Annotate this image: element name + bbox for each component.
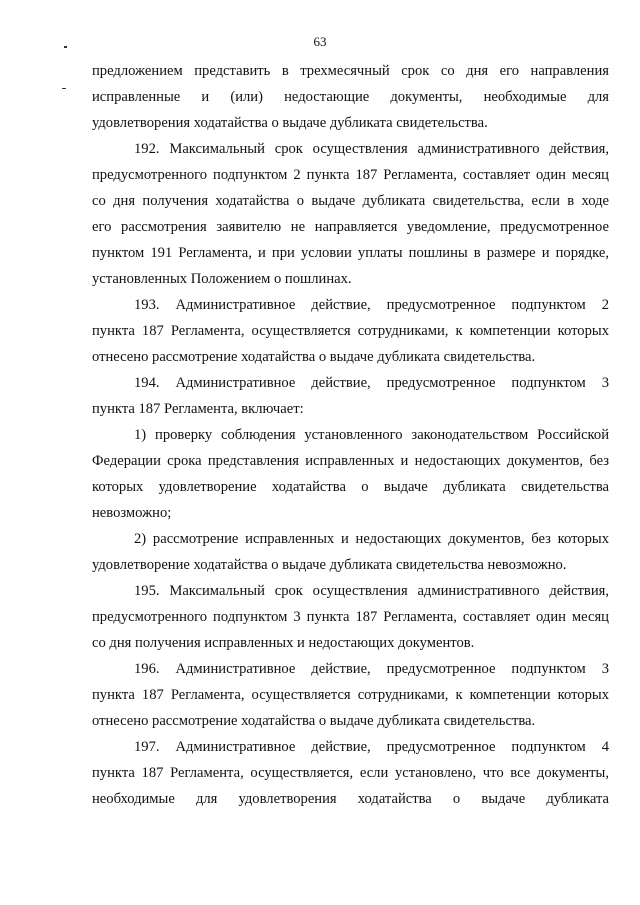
text-line: пункта 187 Регламента, осуществляется сотрудниками, к компетенции которых — [92, 323, 609, 339]
text-line: удовлетворения ходатайства о выдаче дубликата свидетельства. — [92, 115, 488, 131]
text-line: 1) проверку соблюдения установленного законодательством Российской — [134, 427, 609, 443]
text-line: исправленные и (или) недостающие документы, необходимые для — [92, 89, 609, 105]
text-line: необходимые для удовлетворения ходатайства о выдаче дубликата — [92, 791, 609, 807]
text-line: 194. Административное действие, предусмотренное подпунктом 3 — [134, 375, 609, 391]
text-line: 196. Административное действие, предусмотренное подпунктом 3 — [134, 661, 609, 677]
text-line: невозможно; — [92, 505, 172, 521]
document-body — [92, 58, 609, 812]
page-number: 63 — [313, 34, 327, 49]
text-line: предложением представить в трехмесячный срок со дня его направления — [92, 63, 609, 79]
scan-mark — [62, 88, 66, 89]
scan-mark — [64, 46, 67, 48]
text-line: установленных Положением о пошлинах. — [92, 271, 352, 287]
text-line: удовлетворение ходатайства о выдаче дубликата свидетельства невозможно. — [92, 557, 567, 573]
text-line: которых удовлетворение ходатайства о выдаче дубликата свидетельства — [92, 479, 609, 495]
text-line: отнесено рассмотрение ходатайства о выдаче дубликата свидетельства. — [92, 713, 536, 729]
text-line: пункта 187 Регламента, осуществляется сотрудниками, к компетенции которых — [92, 687, 609, 703]
text-line: пункта 187 Регламента, осуществляется, если установлено, что все документы, — [92, 765, 609, 781]
text-line: Федерации срока представления исправленных и недостающих документов, без — [92, 453, 609, 469]
text-line: пунктом 191 Регламента, и при условии уплаты пошлины в размере и порядке, — [92, 245, 609, 261]
text-line: его рассмотрения заявителю не направляется уведомление, предусмотренное — [92, 219, 609, 235]
text-line: со дня получения ходатайства о выдаче дубликата свидетельства, если в ходе — [92, 193, 609, 209]
text-line: пункта 187 Регламента, включает: — [92, 401, 304, 417]
text-line: 197. Административное действие, предусмотренное подпунктом 4 — [134, 739, 609, 755]
text-line: 195. Максимальный срок осуществления административного действия, — [134, 583, 609, 599]
text-line: со дня получения исправленных и недостающих документов. — [92, 635, 475, 651]
text-line: отнесено рассмотрение ходатайства о выдаче дубликата свидетельства. — [92, 349, 536, 365]
text-line: 2) рассмотрение исправленных и недостающих документов, без которых — [134, 531, 609, 547]
text-line: 192. Максимальный срок осуществления административного действия, — [134, 141, 609, 157]
text-line: 193. Административное действие, предусмотренное подпунктом 2 — [134, 297, 609, 313]
text-line: предусмотренного подпунктом 2 пункта 187 Регламента, составляет один месяц — [92, 167, 609, 183]
text-line: предусмотренного подпунктом 3 пункта 187 Регламента, составляет один месяц — [92, 609, 609, 625]
